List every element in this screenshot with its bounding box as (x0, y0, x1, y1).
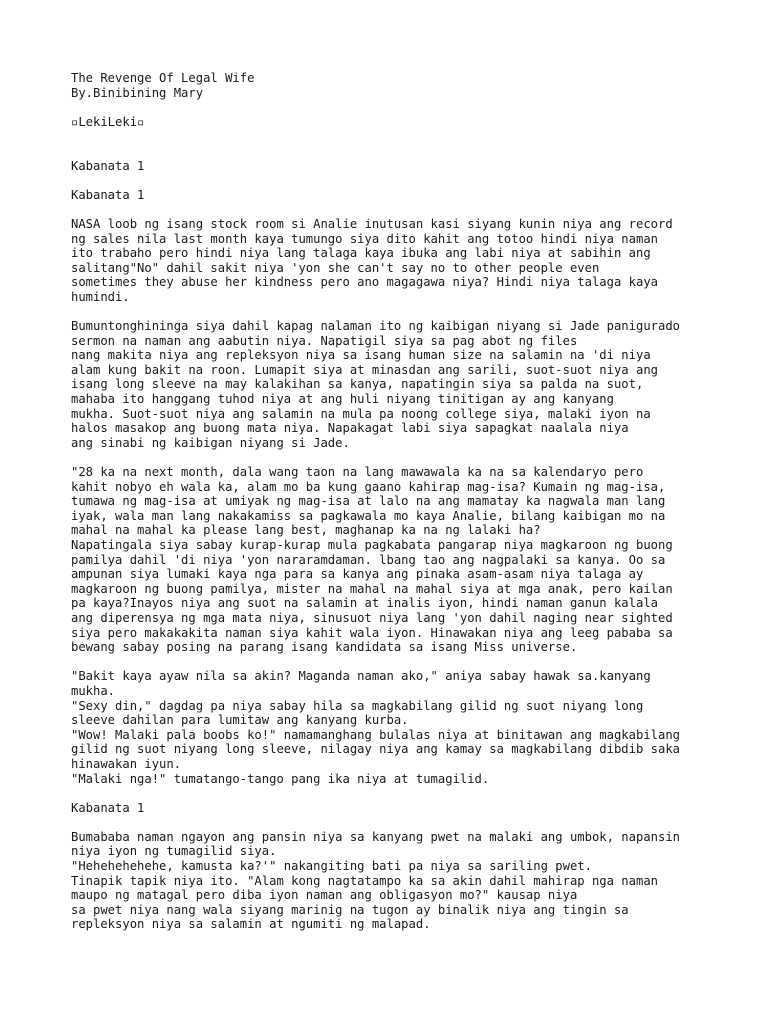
chapter-heading: Kabanata 1 (71, 158, 145, 173)
text-line: ampunan siya lumaki kaya nga para sa kanya ang pinaka asam-asam niya talaga ay (71, 567, 644, 582)
paragraph-2 (71, 319, 728, 450)
text-line: niya iyon ng tumagilid siya. (71, 844, 277, 859)
text-line: alam kung bakit na roon. Lumapit siya at minasdan ang sarili, suot-suot niya ang (71, 362, 658, 377)
text-line: maupo ng matagal pero diba iyon naman ang obligasyon mo?" kausap niya (71, 888, 578, 903)
paragraph-4 (71, 669, 728, 786)
text-line: "28 ka na next month, dala wang taon na lang mawawala ka na sa kalendaryo pero (71, 465, 644, 480)
text-line: siya pero makakakita naman siya kahit wala iyon. Hinawakan niya ang leeg pababa sa (71, 625, 673, 640)
paragraph-3 (71, 465, 728, 655)
text-line: nang makita niya ang repleksyon niya sa isang human size na salamin na 'di niya (71, 348, 651, 363)
chapter-heading: Kabanata 1 (71, 800, 145, 815)
text-line: magkaroon ng buong pamilya, mister na mahal na mahal siya at mga anak, pero kailan (71, 581, 673, 596)
text-line: bewang sabay posing na parang isang kandidata sa isang Miss universe. (71, 640, 578, 655)
text-line: pamilya dahil 'di niya 'yon nararamdaman. lbang tao ang nagpalaki sa kanya. Oo sa (71, 552, 666, 567)
text-line: Bumuntonghininga siya dahil kapag nalaman ito ng kaibigan niyang si Jade panigurado (71, 319, 681, 334)
text-line: mukha. (71, 683, 116, 698)
text-line: ng sales nila last month kaya tumungo siya dito kahit ang totoo hindi niya naman (71, 231, 658, 246)
text-line: mahaba ito hanggang tuhod niya at ang huli niyang tinitigan ay ang kanyang (71, 392, 614, 407)
text-line: sleeve dahilan para lumitaw ang kanyang kurba. (71, 713, 409, 728)
text-line: iyak, wala man lang nakakamiss sa pagkawala mo kaya Analie, bilang kaibigan mo na (71, 508, 666, 523)
text-line: mahal na mahal ka please lang best, maghanap ka na ng lalaki ha? (71, 523, 541, 538)
text-line: Bumababa naman ngayon ang pansin niya sa kanyang pwet na malaki ang umbok, napansin (71, 829, 681, 844)
text-line: salitang"No" dahil sakit niya 'yon she can't say no to other people even (71, 260, 600, 275)
paragraph-1 (71, 217, 728, 305)
text-line: tumawa ng mag-isa at umiyak ng mag-isa at lalo na ang mamatay ka nagwala man lang (71, 494, 666, 509)
text-line: halos masakop ang buong mata niya. Napakagat labi siya sapagkat naalala niya (71, 421, 629, 436)
text-line: Napatingala siya sabay kurap-kurap mula pagkabata pangarap niya magkaroon ng buong (71, 538, 673, 552)
text-line: kahit nobyo eh wala ka, alam mo ba kung gaano kahirap mag-isa? Kumain ng mag-isa, (71, 479, 666, 494)
text-line: "Sexy din," dagdag pa niya sabay hila sa magkabilang gilid ng suot niyang long (71, 698, 644, 713)
document-title: The Revenge Of Legal Wife (71, 71, 255, 85)
text-line: "Malaki nga!" tumatango-tango pang ika niya at tumagilid. (71, 771, 490, 786)
text-line: pa kaya?Inayos niya ang suot na salamin at inalis iyon, hindi naman ganun kalala (71, 596, 658, 611)
text-line: repleksyon niya sa salamin at ngumiti ng malapad. (71, 917, 431, 932)
text-line: sa pwet niya nang wala siyang marinig na tugon ay binalik niya ang tingin sa (71, 902, 629, 917)
document-author: By.Binibining Mary (71, 85, 204, 100)
paragraph-5 (71, 830, 728, 932)
text-line: humindi. (71, 289, 130, 304)
text-line: sermon na naman ang aabutin niya. Napatigil siya sa pag abot ng files (71, 333, 578, 348)
chapter-heading: Kabanata 1 (71, 187, 145, 202)
text-line: "Bakit kaya ayaw nila sa akin? Maganda naman ako," aniya sabay hawak sa.kanyang (71, 669, 651, 684)
text-line: mukha. Suot-suot niya ang salamin na mula pa noong college siya, malaki iyon na (71, 406, 651, 421)
text-line: hinawakan iyun. (71, 756, 182, 771)
document-tag: ▫LekiLeki▫ (71, 114, 145, 129)
text-line: isang long sleeve na may kalakihan sa kanya, napatingin siya sa palda na suot, (71, 377, 644, 392)
text-line: ang sinabi ng kaibigan niyang si Jade. (71, 435, 350, 450)
text-line: ang diperensya ng mga mata niya, sinusuot niya lang 'yon dahil naging near sighted (71, 610, 673, 625)
text-line: sometimes they abuse her kindness pero ano magagawa niya? Hindi niya talaga kaya (71, 275, 658, 290)
text-line: "Hehehehehehe, kamusta ka?'" nakangiting bati pa niya sa sariling pwet. (71, 859, 592, 874)
text-line: NASA loob ng isang stock room si Analie inutusan kasi siyang kunin niya ang record (71, 216, 673, 231)
text-line: Tinapik tapik niya ito. "Alam kong nagtatampo ka sa akin dahil mahirap nga naman (71, 873, 658, 888)
text-line: ito trabaho pero hindi niya lang talaga kaya ibuka ang labi niya at sabihin ang (71, 246, 651, 261)
text-line: "Wow! Malaki pala boobs ko!" namamanghang bulalas niya at binitawan ang magkabilang (71, 727, 681, 742)
text-line: gilid ng suot niyang long sleeve, nilagay niya ang kamay sa magkabilang dibdib saka (71, 742, 681, 757)
